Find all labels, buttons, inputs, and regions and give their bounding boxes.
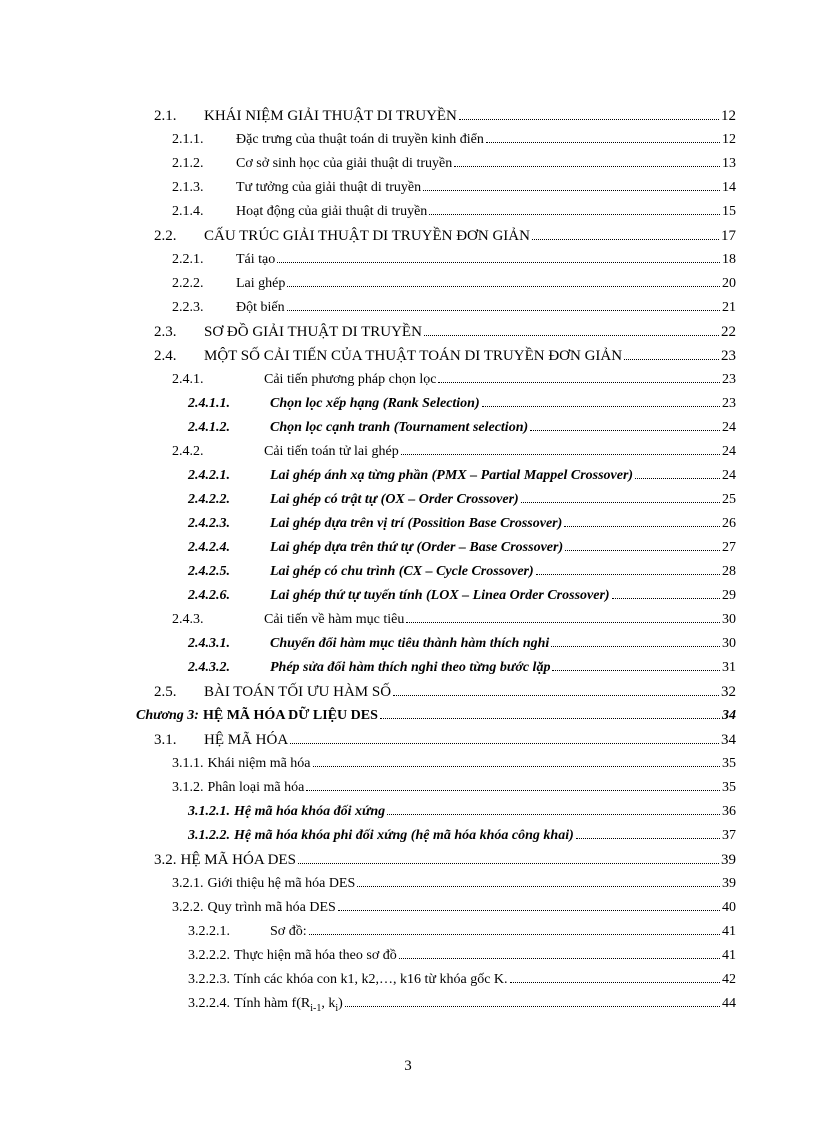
leader-dots [624, 359, 719, 360]
toc-page: 31 [722, 660, 736, 675]
toc-number: 3.2.2.4. [188, 996, 230, 1011]
leader-dots [612, 598, 720, 599]
toc-title: Sơ đồ: [270, 924, 307, 939]
toc-page: 17 [721, 228, 736, 244]
toc-title: Phép sửa đổi hàm thích nghi theo từng bước lặp [270, 660, 551, 675]
toc-page: 23 [721, 348, 736, 364]
toc-page: 25 [722, 492, 736, 507]
toc-page: 39 [722, 876, 736, 891]
toc-title: Tư tưởng của giải thuật di truyền [236, 180, 422, 195]
toc-entry[interactable] [188, 828, 736, 844]
toc-title: Cải tiến về hàm mục tiêu [264, 612, 405, 627]
toc-title: Chọn lọc cạnh tranh (Tournament selection) [270, 420, 529, 435]
leader-dots [393, 695, 719, 696]
toc-number: 2.2.3. [172, 300, 204, 315]
leader-dots [552, 670, 720, 671]
toc-number: 2.1. [154, 108, 177, 124]
toc-number: 3.2.1. [172, 876, 204, 891]
toc-entry[interactable] [188, 972, 736, 988]
toc-title: Tính các khóa con k1, k2,…, k16 từ khóa gốc K. [234, 972, 508, 987]
leader-dots [564, 526, 720, 527]
toc-number: 2.4.2.6. [188, 588, 230, 603]
toc-chapter-entry[interactable] [136, 708, 736, 724]
leader-dots [459, 119, 719, 120]
toc-page: 30 [722, 612, 736, 627]
toc-number: 2.4.2.1. [188, 468, 230, 483]
toc-page: 41 [722, 924, 736, 939]
toc-page: 24 [722, 468, 736, 483]
toc-title: HỆ MÃ HÓA DỮ LIỆU DES [202, 708, 378, 723]
leader-dots [290, 743, 719, 744]
leader-dots [345, 1006, 720, 1007]
toc-title: Lai ghép có chu trình (CX – Cycle Crossover) [270, 564, 534, 579]
leader-dots [357, 886, 720, 887]
toc-number: 2.3. [154, 324, 177, 340]
toc-page: 41 [722, 948, 736, 963]
toc-entry[interactable] [172, 132, 736, 148]
toc-entry[interactable] [188, 492, 736, 508]
toc-title: Lai ghép [236, 276, 286, 291]
toc-number: 2.4.1. [172, 372, 204, 387]
toc-page: 24 [722, 420, 736, 435]
toc-number: 2.1.1. [172, 132, 204, 147]
toc-page: 23 [722, 396, 736, 411]
toc-title: Khái niệm mã hóa [207, 756, 311, 771]
toc-page: 13 [722, 156, 736, 171]
toc-number: 2.4.2.3. [188, 516, 230, 531]
toc-page: 24 [722, 444, 736, 459]
toc-title: SƠ ĐỒ GIẢI THUẬT DI TRUYỀN [204, 324, 422, 340]
toc-page: 30 [722, 636, 736, 651]
toc-number: 2.4.1.2. [188, 420, 230, 435]
toc-entry[interactable] [188, 540, 736, 556]
toc-page: 23 [722, 372, 736, 387]
toc-page: 18 [722, 252, 736, 267]
toc-page: 12 [721, 108, 736, 124]
toc-title: Hệ mã hóa khóa phi đối xứng (hệ mã hóa khóa công khai) [234, 828, 574, 843]
toc-entry[interactable] [188, 948, 736, 964]
leader-dots [551, 646, 720, 647]
toc-entry[interactable] [188, 996, 736, 1012]
toc-entry[interactable] [172, 756, 736, 772]
toc-number: 2.5. [154, 684, 177, 700]
leader-dots [424, 335, 719, 336]
toc-title: BÀI TOÁN TỐI ƯU HÀM SỐ [204, 684, 392, 700]
toc-page: 44 [722, 996, 736, 1011]
toc-number: 2.4.2.2. [188, 492, 230, 507]
toc-entry[interactable] [172, 204, 736, 220]
toc-title: Tính hàm $f(R_{i-1}$, $k_i$) [234, 996, 343, 1014]
toc-number: 2.4. [154, 348, 177, 364]
toc-title: Hệ mã hóa khóa đối xứng [234, 804, 386, 819]
toc-entry[interactable] [154, 684, 736, 700]
toc-number: 2.4.2. [172, 444, 204, 459]
toc-number: 2.4.3.1. [188, 636, 230, 651]
leader-dots [313, 766, 720, 767]
leader-dots [536, 574, 720, 575]
toc-entry[interactable] [188, 636, 736, 652]
leader-dots [399, 958, 720, 959]
toc-page: 35 [722, 780, 736, 795]
toc-entry[interactable] [188, 516, 736, 532]
leader-dots [429, 214, 720, 215]
toc-entry[interactable] [172, 612, 736, 628]
toc-title: Cơ sở sinh học của giải thuật di truyền [236, 156, 453, 171]
toc-title: Cải tiến toán tử lai ghép [264, 444, 399, 459]
toc-entry[interactable] [188, 924, 736, 940]
leader-dots [423, 190, 720, 191]
page-number: 3 [404, 1058, 412, 1074]
toc-entry[interactable] [154, 324, 736, 340]
leader-dots [635, 478, 720, 479]
toc-number: 2.4.2.5. [188, 564, 230, 579]
toc-number: 2.1.2. [172, 156, 204, 171]
leader-dots [565, 550, 720, 551]
toc-page: 28 [722, 564, 736, 579]
toc-entry[interactable] [172, 876, 736, 892]
toc-page: 29 [722, 588, 736, 603]
toc-entry[interactable] [188, 396, 736, 412]
toc-entry[interactable] [172, 300, 736, 316]
toc-number: 2.1.3. [172, 180, 204, 195]
toc-page: 14 [722, 180, 736, 195]
leader-dots [277, 262, 720, 263]
toc-entry[interactable] [172, 252, 736, 268]
toc-entry[interactable] [188, 588, 736, 604]
toc-title: Lai ghép dựa trên thứ tự (Order – Base Crossover) [270, 540, 564, 555]
toc-entry[interactable] [172, 900, 736, 916]
toc-page: 40 [722, 900, 736, 915]
leader-dots [576, 838, 720, 839]
leader-dots [532, 239, 719, 240]
leader-dots [482, 406, 720, 407]
toc-entry[interactable] [188, 804, 736, 820]
toc-entry[interactable] [172, 444, 736, 460]
toc-chapter-number: Chương 3: [136, 708, 199, 723]
toc-number: 2.4.3. [172, 612, 204, 627]
toc-page: 22 [721, 324, 736, 340]
toc-entry[interactable] [188, 468, 736, 484]
toc-entry[interactable] [154, 108, 736, 124]
toc-title: Lai ghép có trật tự (OX – Order Crossover) [270, 492, 519, 507]
leader-dots [521, 502, 720, 503]
leader-dots [298, 863, 719, 864]
toc-number: 3.1.2.1. [188, 804, 230, 819]
toc-number: 2.2.2. [172, 276, 204, 291]
toc-page: 36 [722, 804, 736, 819]
leader-dots [287, 286, 720, 287]
toc-number: 3.2.2.2. [188, 948, 230, 963]
leader-dots [380, 718, 720, 719]
toc-entry[interactable] [172, 180, 736, 196]
leader-dots [510, 982, 720, 983]
toc-title: Lai ghép dựa trên vị trí (Possition Base Crossover) [270, 516, 563, 531]
toc-number: 3.1.2.2. [188, 828, 230, 843]
leader-dots [530, 430, 720, 431]
toc-number: 3.2.2.1. [188, 924, 230, 939]
toc-entry[interactable] [154, 228, 736, 244]
leader-dots [306, 790, 720, 791]
toc-title: Giới thiệu hệ mã hóa DES [207, 876, 356, 891]
toc-title: MỘT SỐ CẢI TIẾN CỦA THUẬT TOÁN DI TRUYỀN ĐƠN GIẢN [204, 348, 623, 364]
toc-number: 3.1.2. [172, 780, 204, 795]
toc-entry[interactable] [172, 780, 736, 796]
toc-title: Cải tiến phương pháp chọn lọc [264, 372, 437, 387]
leader-dots [338, 910, 720, 911]
toc-title: Hoạt động của giải thuật di truyền [236, 204, 428, 219]
toc-title: Lai ghép ánh xạ từng phần (PMX – Partial Mappel Crossover) [270, 468, 634, 483]
toc-entry[interactable] [172, 372, 736, 388]
toc-page: 26 [722, 516, 736, 531]
toc-entry[interactable] [172, 156, 736, 172]
toc-number: 3.2. [154, 852, 177, 868]
toc-title: HỆ MÃ HÓA DES [180, 852, 296, 868]
toc-entry[interactable] [172, 276, 736, 292]
toc-title: Đặc trưng của thuật toán di truyền kinh điển [236, 132, 484, 147]
toc-page: 34 [721, 732, 736, 748]
leader-dots [309, 934, 720, 935]
toc-number: 3.1.1. [172, 756, 204, 771]
toc-entry[interactable] [154, 348, 736, 364]
toc-page: 37 [722, 828, 736, 843]
leader-dots [454, 166, 720, 167]
toc-title: Lai ghép thứ tự tuyến tính (LOX – Linea Order Crossover) [270, 588, 610, 603]
leader-dots [401, 454, 720, 455]
leader-dots [287, 310, 720, 311]
toc-title: Chọn lọc xếp hạng (Rank Selection) [270, 396, 480, 411]
toc-title: KHÁI NIỆM GIẢI THUẬT DI TRUYỀN [204, 108, 457, 124]
toc-entry[interactable] [154, 732, 736, 748]
toc-title: Thực hiện mã hóa theo sơ đồ [234, 948, 397, 963]
leader-dots [438, 382, 720, 383]
toc-entry[interactable] [188, 660, 736, 676]
leader-dots [406, 622, 720, 623]
toc-title: Chuyển đổi hàm mục tiêu thành hàm thích nghi [270, 636, 550, 651]
leader-dots [486, 142, 720, 143]
toc-number: 3.2.2. [172, 900, 204, 915]
toc-page: 35 [722, 756, 736, 771]
toc-entry[interactable] [188, 564, 736, 580]
toc-number: 2.2. [154, 228, 177, 244]
leader-dots [387, 814, 720, 815]
toc-title: Đột biến [236, 300, 285, 315]
toc-number: 2.2.1. [172, 252, 204, 267]
toc-title: Tái tạo [236, 252, 276, 267]
toc-number: 3.2.2.3. [188, 972, 230, 987]
toc-entry[interactable] [188, 420, 736, 436]
toc-page: 15 [722, 204, 736, 219]
toc-page: 21 [722, 300, 736, 315]
toc-title: Phân loại mã hóa [207, 780, 305, 795]
toc-page: 42 [722, 972, 736, 987]
toc-page: 39 [721, 852, 736, 868]
toc-number: 2.4.2.4. [188, 540, 230, 555]
toc-number: 2.4.1.1. [188, 396, 230, 411]
toc-page: 20 [722, 276, 736, 291]
toc-page: 12 [722, 132, 736, 147]
toc-number: 2.1.4. [172, 204, 204, 219]
toc-title: Quy trình mã hóa DES [207, 900, 336, 915]
toc-title: HỆ MÃ HÓA [204, 732, 289, 748]
toc-page: 27 [722, 540, 736, 555]
toc-number: 2.4.3.2. [188, 660, 230, 675]
toc-title: CẤU TRÚC GIẢI THUẬT DI TRUYỀN ĐƠN GIẢN [204, 228, 530, 244]
toc-page: 32 [721, 684, 736, 700]
toc-number: 3.1. [154, 732, 177, 748]
toc-entry[interactable] [154, 852, 736, 868]
toc-page: 34 [722, 708, 736, 723]
